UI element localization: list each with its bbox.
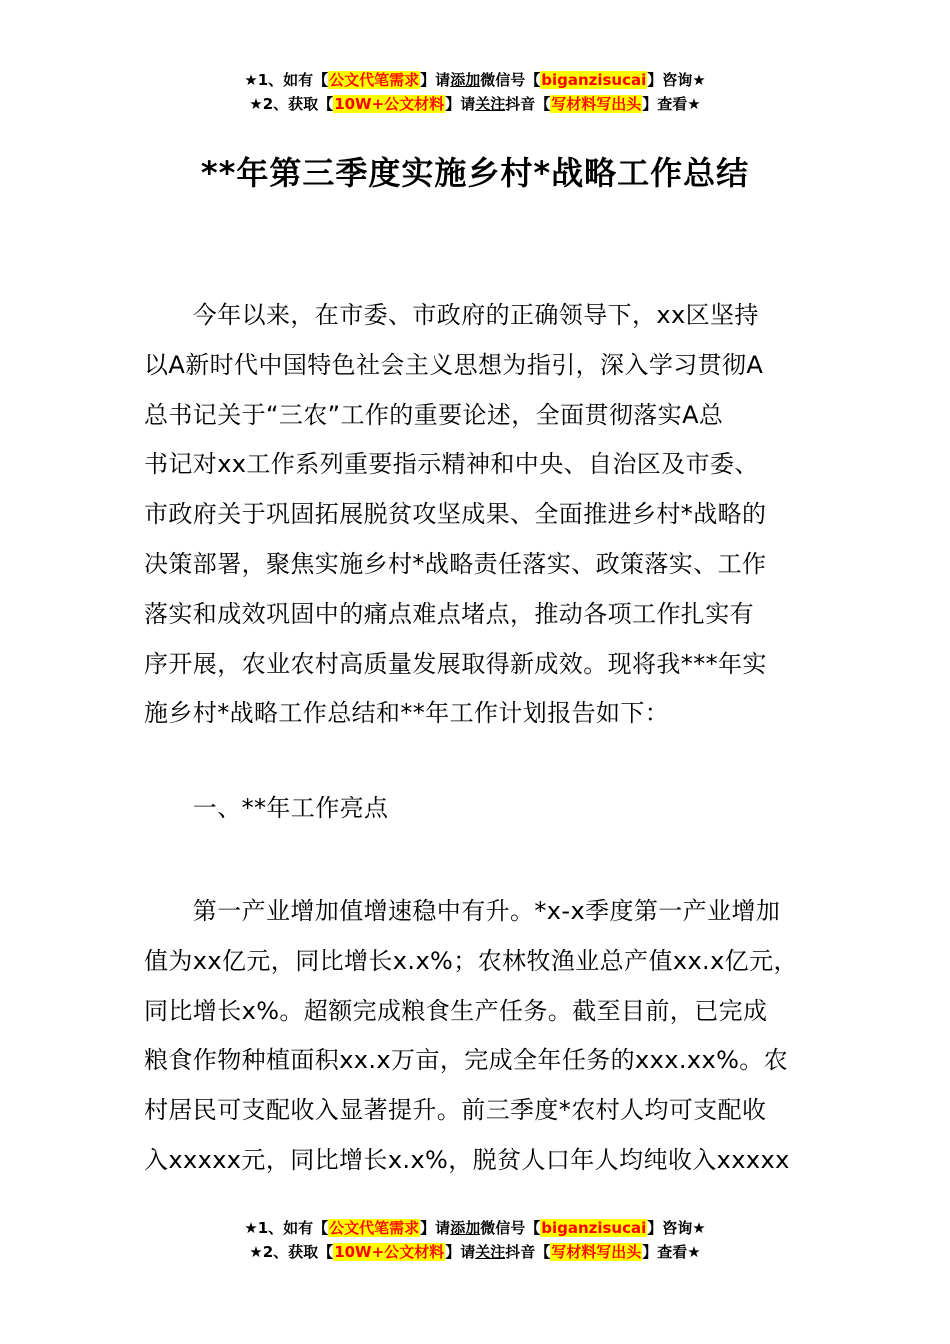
banner-text: 】咨询★ — [647, 71, 706, 89]
text-line: 序开展，农业农村高质量发展取得新成效。现将我***年实 — [144, 649, 767, 678]
text-line: 第一产业增加值增速稳中有升。*x-x季度第一产业增加 — [144, 897, 781, 925]
banner-highlight: 10W+公文材料 — [334, 1243, 445, 1261]
document-title: **年第三季度实施乡村*战略工作总结 — [200, 154, 750, 192]
banner-highlight: biganzisucai — [541, 71, 647, 89]
text-line: 书记对xx工作系列重要指示精神和中央、自治区及市委、 — [144, 450, 759, 479]
banner-emphasis: 关注 — [475, 95, 506, 113]
bottom-banner — [0, 1216, 950, 1264]
text-line: 今年以来，在市委、市政府的正确领导下，xx区坚持 — [144, 301, 759, 329]
banner-text: 】查看★ — [642, 1243, 701, 1261]
banner-line-2 — [0, 92, 950, 116]
banner-text: ★2、获取【 — [249, 95, 334, 113]
banner-line-1 — [0, 68, 950, 92]
banner-text: 抖音【 — [505, 95, 551, 113]
banner-text: 】咨询★ — [647, 1219, 706, 1237]
top-banner — [0, 68, 950, 116]
banner-text: 】请 — [420, 71, 451, 89]
section-heading — [144, 784, 834, 834]
text-line: 粮食作物种植面积xx.x万亩，完成全年任务的xxx.xx%。农 — [144, 1046, 789, 1075]
banner-text: 微信号【 — [480, 1219, 541, 1237]
text-line: 施乡村*战略工作总结和**年工作计划报告如下： — [144, 699, 670, 728]
banner-text: ★1、如有【 — [244, 71, 329, 89]
text-line: 市政府关于巩固拓展脱贫攻坚成果、全面推进乡村*战略的 — [144, 500, 767, 529]
banner-highlight: 10W+公文材料 — [334, 95, 445, 113]
banner-text: 】请 — [445, 1243, 476, 1261]
text-line: 入xxxxx元，同比增长x.x%，脱贫人口年人均纯收入xxxxx — [144, 1145, 790, 1174]
banner-highlight: 写材料写出头 — [551, 95, 642, 113]
text-line: 同比增长x%。超额完成粮食生产任务。截至目前，已完成 — [144, 996, 768, 1025]
banner-highlight: 公文代笔需求 — [329, 71, 420, 89]
banner-text: ★1、如有【 — [244, 1219, 329, 1237]
banner-highlight: 公文代笔需求 — [329, 1219, 420, 1237]
heading-text: 一、**年工作亮点 — [144, 794, 389, 822]
banner-line-2 — [0, 1240, 950, 1264]
text-line: 村居民可支配收入显著提升。前三季度*农村人均可支配收 — [144, 1096, 767, 1125]
banner-emphasis: 关注 — [475, 1243, 506, 1261]
banner-text: 】请 — [420, 1219, 451, 1237]
banner-text: ★2、获取【 — [249, 1243, 334, 1261]
banner-highlight: 写材料写出头 — [551, 1243, 642, 1261]
paragraph-intro — [144, 291, 834, 739]
banner-emphasis: 添加 — [450, 71, 481, 89]
text-line: 总书记关于“三农”工作的重要论述，全面贯彻落实A总 — [144, 400, 724, 429]
banner-text: 微信号【 — [480, 71, 541, 89]
banner-line-1 — [0, 1216, 950, 1240]
banner-highlight: biganzisucai — [541, 1219, 647, 1237]
banner-emphasis: 添加 — [450, 1219, 481, 1237]
banner-text: 抖音【 — [505, 1243, 551, 1261]
banner-text: 】查看★ — [642, 95, 701, 113]
text-line: 落实和成效巩固中的痛点难点堵点，推动各项工作扎实有 — [144, 599, 754, 628]
banner-text: 】请 — [445, 95, 476, 113]
text-line: 决策部署，聚焦实施乡村*战略责任落实、政策落实、工作 — [144, 549, 767, 578]
text-line: 以A新时代中国特色社会主义思想为指引，深入学习贯彻A — [144, 350, 764, 379]
paragraph-highlights — [144, 887, 834, 1186]
text-line: 值为xx亿元，同比增长x.x%；农林牧渔业总产值xx.x亿元， — [144, 946, 798, 975]
